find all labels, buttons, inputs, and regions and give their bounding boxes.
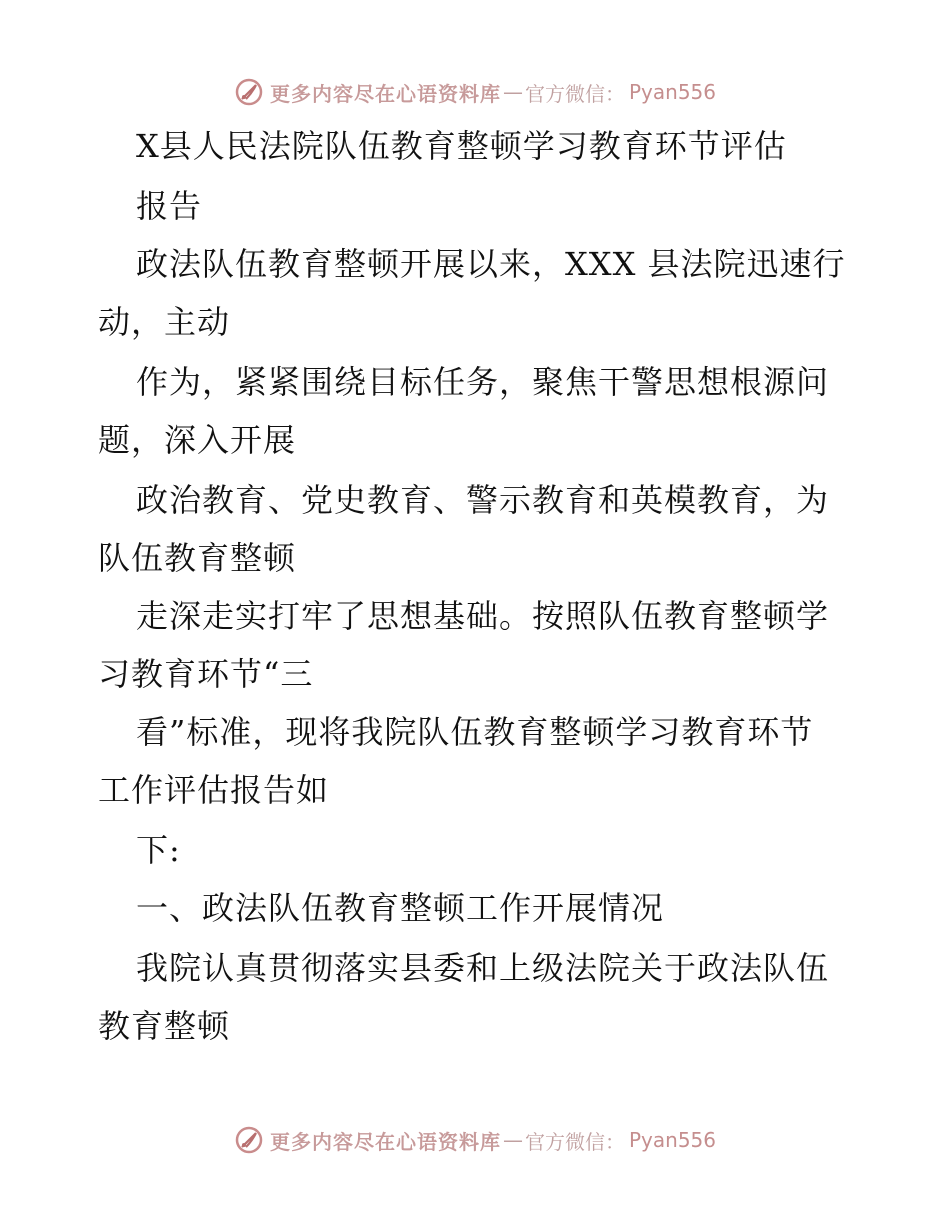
paragraph-line: 题，深入开展 [98,421,297,459]
watermark-dash: — [502,80,523,104]
watermark-id: Pyan556 [628,1128,716,1152]
paragraph-line: 下: [136,831,181,869]
paragraph-line: 政法队伍教育整顿开展以来，XXX 县法院迅速行 [136,245,846,283]
paragraph-line: 走深走实打牢了思想基础。按照队伍教育整顿学 [136,597,830,635]
watermark-label: 官方微信： [524,81,625,106]
watermark-id: Pyan556 [628,80,716,104]
paragraph-line: 队伍教育整顿 [98,539,297,577]
paragraph-line: 作为，紧紧围绕目标任务，聚焦干警思想根源问 [136,363,830,401]
watermark-main-text: 更多内容尽在心语资料库 [269,81,501,106]
document-title-line-2: 报告 [136,187,203,225]
paragraph-line: 我院认真贯彻落实县委和上级法院关于政法队伍 [136,949,830,987]
paragraph-line: 政治教育、党史教育、警示教育和英模教育，为 [136,481,830,519]
document-title-line-1: X县人民法院队伍教育整顿学习教育环节评估 [136,127,787,165]
header-watermark [0,72,950,112]
watermark-main-text: 更多内容尽在心语资料库 [269,1129,501,1154]
paragraph-line: 看”标准，现将我院队伍教育整顿学习教育环节 [136,713,814,751]
paragraph-line: 教育整顿 [98,1007,231,1045]
watermark-dash: — [502,1128,523,1152]
paragraph-line: 习教育环节“三 [98,655,314,693]
quill-logo-icon [234,1125,264,1155]
footer-watermark [0,1120,950,1160]
paragraph-line: 工作评估报告如 [98,771,330,809]
watermark-label: 官方微信： [524,1129,625,1154]
section-heading: 一、政法队伍教育整顿工作开展情况 [136,889,665,927]
paragraph-line: 动，主动 [98,303,231,341]
quill-logo-icon [234,77,264,107]
